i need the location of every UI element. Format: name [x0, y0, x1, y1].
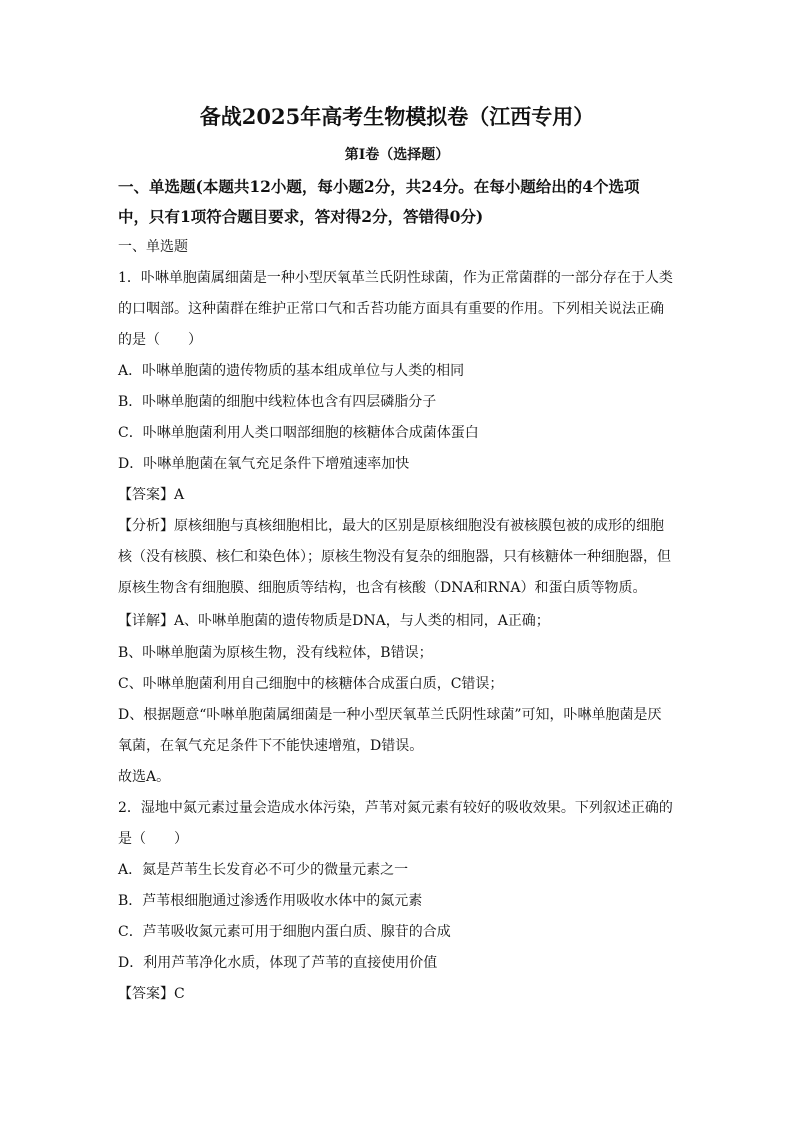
question-2-option-d: D．利用芦苇净化水质，体现了芦苇的直接使用价值 — [118, 955, 438, 971]
question-1-stem: 的是（ ） — [118, 332, 202, 348]
question-2-stem: 2．湿地中氮元素过量会造成水体污染，芦苇对氮元素有较好的吸收效果。下列叙述正确的 — [118, 800, 673, 816]
question-1-detail: 氧菌，在氧气充足条件下不能快速增殖，D错误。 — [118, 738, 424, 754]
section-instruction: 中，只有1项符合题目要求，答对得2分，答错得0分) — [118, 207, 484, 226]
question-1-detail: B、卟啉单胞菌为原核生物，没有线粒体，B错误； — [118, 645, 433, 661]
question-2-option-a: A．氮是芦苇生长发育必不可少的微量元素之一 — [118, 862, 409, 878]
section-heading: 一、单选题 — [118, 239, 188, 255]
question-1-detail: C、卟啉单胞菌利用自己细胞中的核糖体合成蛋白质，C错误； — [118, 676, 504, 692]
section-instruction: 一、单选题(本题共12小题，每小题2分，共24分。在每小题给出的4个选项 — [118, 177, 640, 196]
question-1-analysis: 【分析】原核细胞与真核细胞相比，最大的区别是原核细胞没有被核膜包被的成形的细胞 — [118, 518, 664, 534]
question-2-option-b: B．芦苇根细胞通过渗透作用吸收水体中的氮元素 — [118, 893, 423, 909]
question-2-answer: 【答案】C — [118, 986, 185, 1002]
question-1-analysis: 核（没有核膜、核仁和染色体）；原核生物没有复杂的细胞器，只有核糖体一种细胞器，但 — [118, 549, 671, 565]
question-1-conclusion: 故选A。 — [118, 769, 171, 785]
question-1-option-b: B．卟啉单胞菌的细胞中线粒体也含有四层磷脂分子 — [118, 394, 437, 410]
question-1-option-c: C．卟啉单胞菌利用人类口咽部细胞的核糖体合成菌体蛋白 — [118, 425, 479, 441]
document-title: 备战2025年高考生物模拟卷（江西专用） — [199, 104, 595, 129]
question-2-option-c: C．芦苇吸收氮元素可用于细胞内蛋白质、腺苷的合成 — [118, 924, 451, 940]
question-2-stem: 是（ ） — [118, 831, 188, 847]
question-1-detail: D、根据题意“卟啉单胞菌属细菌是一种小型厌氧革兰氏阴性球菌”可知，卟啉单胞菌是厌 — [118, 707, 662, 723]
question-1-option-a: A．卟啉单胞菌的遗传物质的基本组成单位与人类的相同 — [118, 363, 465, 379]
question-1-analysis: 原核生物含有细胞膜、细胞质等结构，也含有核酸（DNA和RNA）和蛋白质等物质。 — [118, 580, 647, 596]
question-1-option-d: D．卟啉单胞菌在氧气充足条件下增殖速率加快 — [118, 456, 410, 472]
question-1-stem: 1．卟啉单胞菌属细菌是一种小型厌氧革兰氏阴性球菌，作为正常菌群的一部分存在于人类 — [118, 270, 673, 286]
question-1-answer: 【答案】A — [118, 487, 185, 503]
question-1-stem: 的口咽部。这种菌群在维护正常口气和舌苔功能方面具有重要的作用。下列相关说法正确 — [118, 301, 664, 317]
volume-subtitle: 第I卷（选择题） — [344, 147, 450, 163]
question-1-detail: 【详解】A、卟啉单胞菌的遗传物质是DNA，与人类的相同，A正确； — [118, 613, 550, 629]
